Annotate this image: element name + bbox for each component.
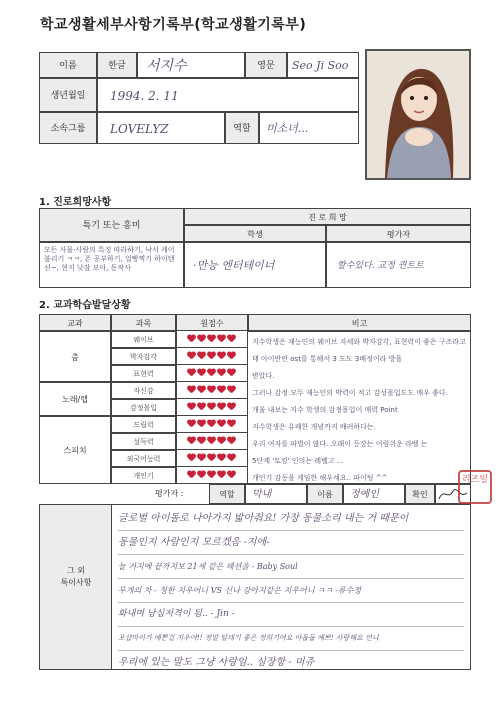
interest-header-cell: [39, 208, 184, 242]
eval-confirm-label-cell: [405, 484, 435, 504]
other-notes-box: [39, 504, 471, 670]
note-line: 동물인지 사람인지 모르겠음 -지애-: [118, 531, 464, 555]
heart-icon: [197, 352, 206, 360]
subject-header: 교과: [67, 319, 83, 328]
heart-icon: [217, 386, 226, 394]
evaluator-hope-cell: [326, 242, 471, 288]
birth-label: 생년월일: [50, 91, 86, 101]
interest-text: 모든 사물·사람의 특징 따라하기, 낙서 캐이 불리기 ㅋㅋ, 폰 공부하기, 얼빵찍기 하이텐션~, 현지 낮잠 모아, 동작사: [44, 246, 175, 272]
birth-cell: [97, 78, 359, 112]
heart-icon: [197, 471, 206, 479]
score-row: [177, 331, 247, 348]
evaluator-row: [39, 484, 471, 504]
role-label-cell: [225, 112, 259, 144]
heart-icon: [227, 420, 236, 428]
heart-icon: [227, 471, 236, 479]
eval-name-value: 정예인: [350, 489, 379, 500]
interest-cell: [39, 242, 184, 288]
name-english-cell: [287, 52, 359, 78]
heart-icon: [227, 437, 236, 445]
course-cell: [111, 416, 176, 433]
note-line: 글로벌 아이돌로 나아가지 밟아줘요! 가장 동물소리 내는 거 때문이: [118, 507, 464, 531]
course-cell: [111, 450, 176, 467]
group-value: LOVELYZ: [110, 122, 169, 136]
course-cell: [111, 331, 176, 348]
score-row: [177, 416, 247, 433]
heart-icon: [187, 403, 196, 411]
heart-icon: [187, 420, 196, 428]
heart-icon: [207, 437, 216, 445]
name-english-value: Seo Ji Soo: [292, 59, 349, 72]
document-title: 학교생활세부사항기록부(학교생활기록부): [40, 17, 307, 33]
heart-icon: [187, 454, 196, 462]
course-label: 웨이브: [133, 336, 154, 344]
remark-line: 지수학생은 유쾌한 개념까지 배려하다는.: [252, 423, 376, 431]
heart-icon: [187, 352, 196, 360]
remark-line: 태 아이반떤 ost를 통해서 3 도도 3배정이라 방을: [252, 355, 403, 363]
remark-line: 지수학생은 재능인의 웨이브 자세와 박자감각, 표현력이 좋은 구조라고: [252, 338, 466, 346]
english-label: 영문: [257, 61, 275, 71]
note-line: 화내며 남심저격이 됨.. - Jin -: [118, 603, 464, 627]
heart-icon: [187, 369, 196, 377]
role-cell: [259, 112, 359, 144]
heart-icon: [207, 335, 216, 343]
other-label: 그 외 특이사항: [60, 566, 92, 587]
evaluator-label: 평가자 :: [155, 489, 184, 498]
heart-icon: [187, 471, 196, 479]
score-row: [177, 433, 247, 450]
subject-header-cell: [39, 314, 111, 331]
heart-icon: [197, 403, 206, 411]
course-cell: [111, 382, 176, 399]
remarks-cell: [248, 331, 471, 484]
heart-icon: [187, 386, 196, 394]
heart-icon: [207, 471, 216, 479]
heart-icon: [207, 352, 216, 360]
course-cell: [111, 433, 176, 450]
heart-icon: [227, 454, 236, 462]
remark-line: 개울 내보는 지수 학생의 감정몰입이 매력 Point: [252, 406, 398, 414]
red-stamp: [458, 470, 492, 504]
heart-icon: [197, 437, 206, 445]
other-notes: [114, 505, 468, 669]
score-row: [177, 450, 247, 467]
name-label: 이름: [59, 61, 77, 71]
eval-role-value: 막내: [252, 489, 272, 500]
course-label: 외국어능력: [126, 455, 161, 463]
name-hangul-value: 서지수: [146, 58, 187, 74]
heart-icon: [227, 386, 236, 394]
remark-header-cell: [248, 314, 471, 331]
heart-icon: [227, 403, 236, 411]
course-label: 박자감각: [129, 353, 158, 361]
group-dance-cell: [39, 331, 111, 382]
heart-icon: [197, 386, 206, 394]
heart-icon: [197, 454, 206, 462]
heart-icon: [207, 386, 216, 394]
heart-icon: [217, 403, 226, 411]
note-line: 포샵마이가 예쁜걸 지우야!! 정말 털데기 좋은 정희기여요 아둡둡 예쁘! 사랑해요 언니: [118, 627, 464, 651]
hangul-label-cell: [97, 52, 137, 78]
note-line: 우리에 있는 말도 그냥 사랑임.. 심장항 - 미쥬: [118, 657, 315, 668]
evaluator-header-cell: [326, 225, 471, 242]
eval-role-cell: [245, 484, 307, 504]
score-header: 원점수: [200, 319, 224, 328]
course-label: 감정몰입: [129, 404, 158, 412]
remark-line: 그러나 감정 모두 재능인의 박력이 적고 감성몰입도도 매우 좋다.: [252, 389, 448, 397]
score-column: [176, 331, 248, 484]
heart-icon: [207, 454, 216, 462]
student-header-cell: [184, 225, 326, 242]
heart-icon: [207, 369, 216, 377]
hope-header-cell: [184, 208, 471, 225]
heart-icon: [227, 335, 236, 343]
career-table: [39, 208, 471, 288]
name-hangul-cell: [137, 52, 245, 78]
heart-icon: [217, 352, 226, 360]
note-line: 무개의 차 - 청한 지우어니 VS 신나 강아지같은 지우어니 ㅋㅋ -류수정: [118, 579, 464, 603]
course-cell: [111, 467, 176, 484]
hope-header: 진 로 희 망: [308, 213, 347, 222]
student-header: 학생: [247, 230, 263, 239]
group-label: 소속그룹: [50, 124, 86, 134]
course-label: 표현력: [133, 370, 154, 378]
portrait-image: [367, 51, 469, 178]
interest-header: 특기 또는 흥미: [82, 221, 141, 231]
group-cell: [97, 112, 225, 144]
eval-name-label: 이름: [317, 490, 333, 499]
course-label: 설득력: [133, 438, 154, 446]
course-label: 개인기: [133, 472, 154, 480]
eval-role-label: 역할: [219, 490, 235, 499]
role-label: 역할: [233, 124, 251, 134]
heart-icon: [187, 437, 196, 445]
note-line: 늘 거지에 끝까지보 21세 같은 패션을 - Baby Soul: [118, 555, 464, 579]
heart-icon: [197, 369, 206, 377]
heart-icon: [227, 369, 236, 377]
remark-line: 우리 여자를 파벌이 많다. 오래이 등장는 어림쉬운 라벨 는: [252, 440, 428, 448]
remark-line: 5단계 '토킹' 인의는 레벨고 ...: [252, 457, 344, 465]
evaluator-header: 평가자: [386, 230, 411, 239]
other-label-cell: [40, 505, 112, 669]
profile-photo: [365, 49, 471, 180]
heart-icon: [197, 335, 206, 343]
heart-icon: [217, 471, 226, 479]
eval-name-label-cell: [307, 484, 343, 504]
course-label: 자신감: [133, 387, 154, 395]
score-row: [177, 365, 247, 382]
role-value: 미소녀...: [266, 122, 309, 135]
score-row: [177, 348, 247, 365]
course-cell: [111, 348, 176, 365]
remark-line: 받았다.: [252, 372, 275, 380]
student-hope-cell: [184, 242, 326, 288]
name-label-cell: [39, 52, 97, 78]
group-vocal-cell: [39, 382, 111, 416]
heart-icon: [217, 437, 226, 445]
hangul-label: 한글: [108, 61, 126, 71]
course-cell: [111, 399, 176, 416]
group-vocal: 노래/랩: [62, 395, 88, 404]
course-label: 드립력: [133, 421, 154, 429]
score-row: [177, 399, 247, 416]
profile-table: [39, 52, 359, 144]
eval-role-label-cell: [209, 484, 245, 504]
heart-icon: [197, 420, 206, 428]
course-header-cell: [111, 314, 176, 331]
group-speech: 스피치: [63, 446, 87, 455]
heart-icon: [217, 420, 226, 428]
heart-icon: [207, 403, 216, 411]
course-cell: [111, 365, 176, 382]
eval-name-cell: [343, 484, 405, 504]
heart-icon: [217, 369, 226, 377]
heart-icon: [187, 335, 196, 343]
evaluator-hope-value: 할수있다. 교정 퀸트트: [337, 261, 424, 271]
group-speech-cell: [39, 416, 111, 484]
section1-title: 1. 진로희망사항: [39, 197, 112, 208]
remark-header: 비고: [351, 319, 368, 328]
score-header-cell: [176, 314, 248, 331]
student-hope-value: ·만능 엔터테이너: [193, 259, 275, 272]
heart-icon: [227, 352, 236, 360]
section2-title: 2. 교과학습발달상황: [39, 300, 131, 311]
stamp-text: 리즈빌: [461, 475, 489, 485]
heart-icon: [207, 420, 216, 428]
score-row: [177, 382, 247, 399]
english-label-cell: [245, 52, 287, 78]
grades-table: [39, 314, 471, 484]
course-header: 과목: [135, 319, 152, 328]
score-row: [177, 467, 247, 484]
birth-label-cell: [39, 78, 97, 112]
heart-icon: [217, 454, 226, 462]
birth-value: 1994. 2. 11: [110, 89, 179, 103]
remark-line: 개인기 감동을 게임한 해우세요.. 파이팅 ^^: [252, 474, 388, 482]
eval-confirm-label: 확인: [412, 490, 428, 499]
group-label-cell: [39, 112, 97, 144]
group-dance: 춤: [71, 353, 79, 362]
heart-icon: [217, 335, 226, 343]
